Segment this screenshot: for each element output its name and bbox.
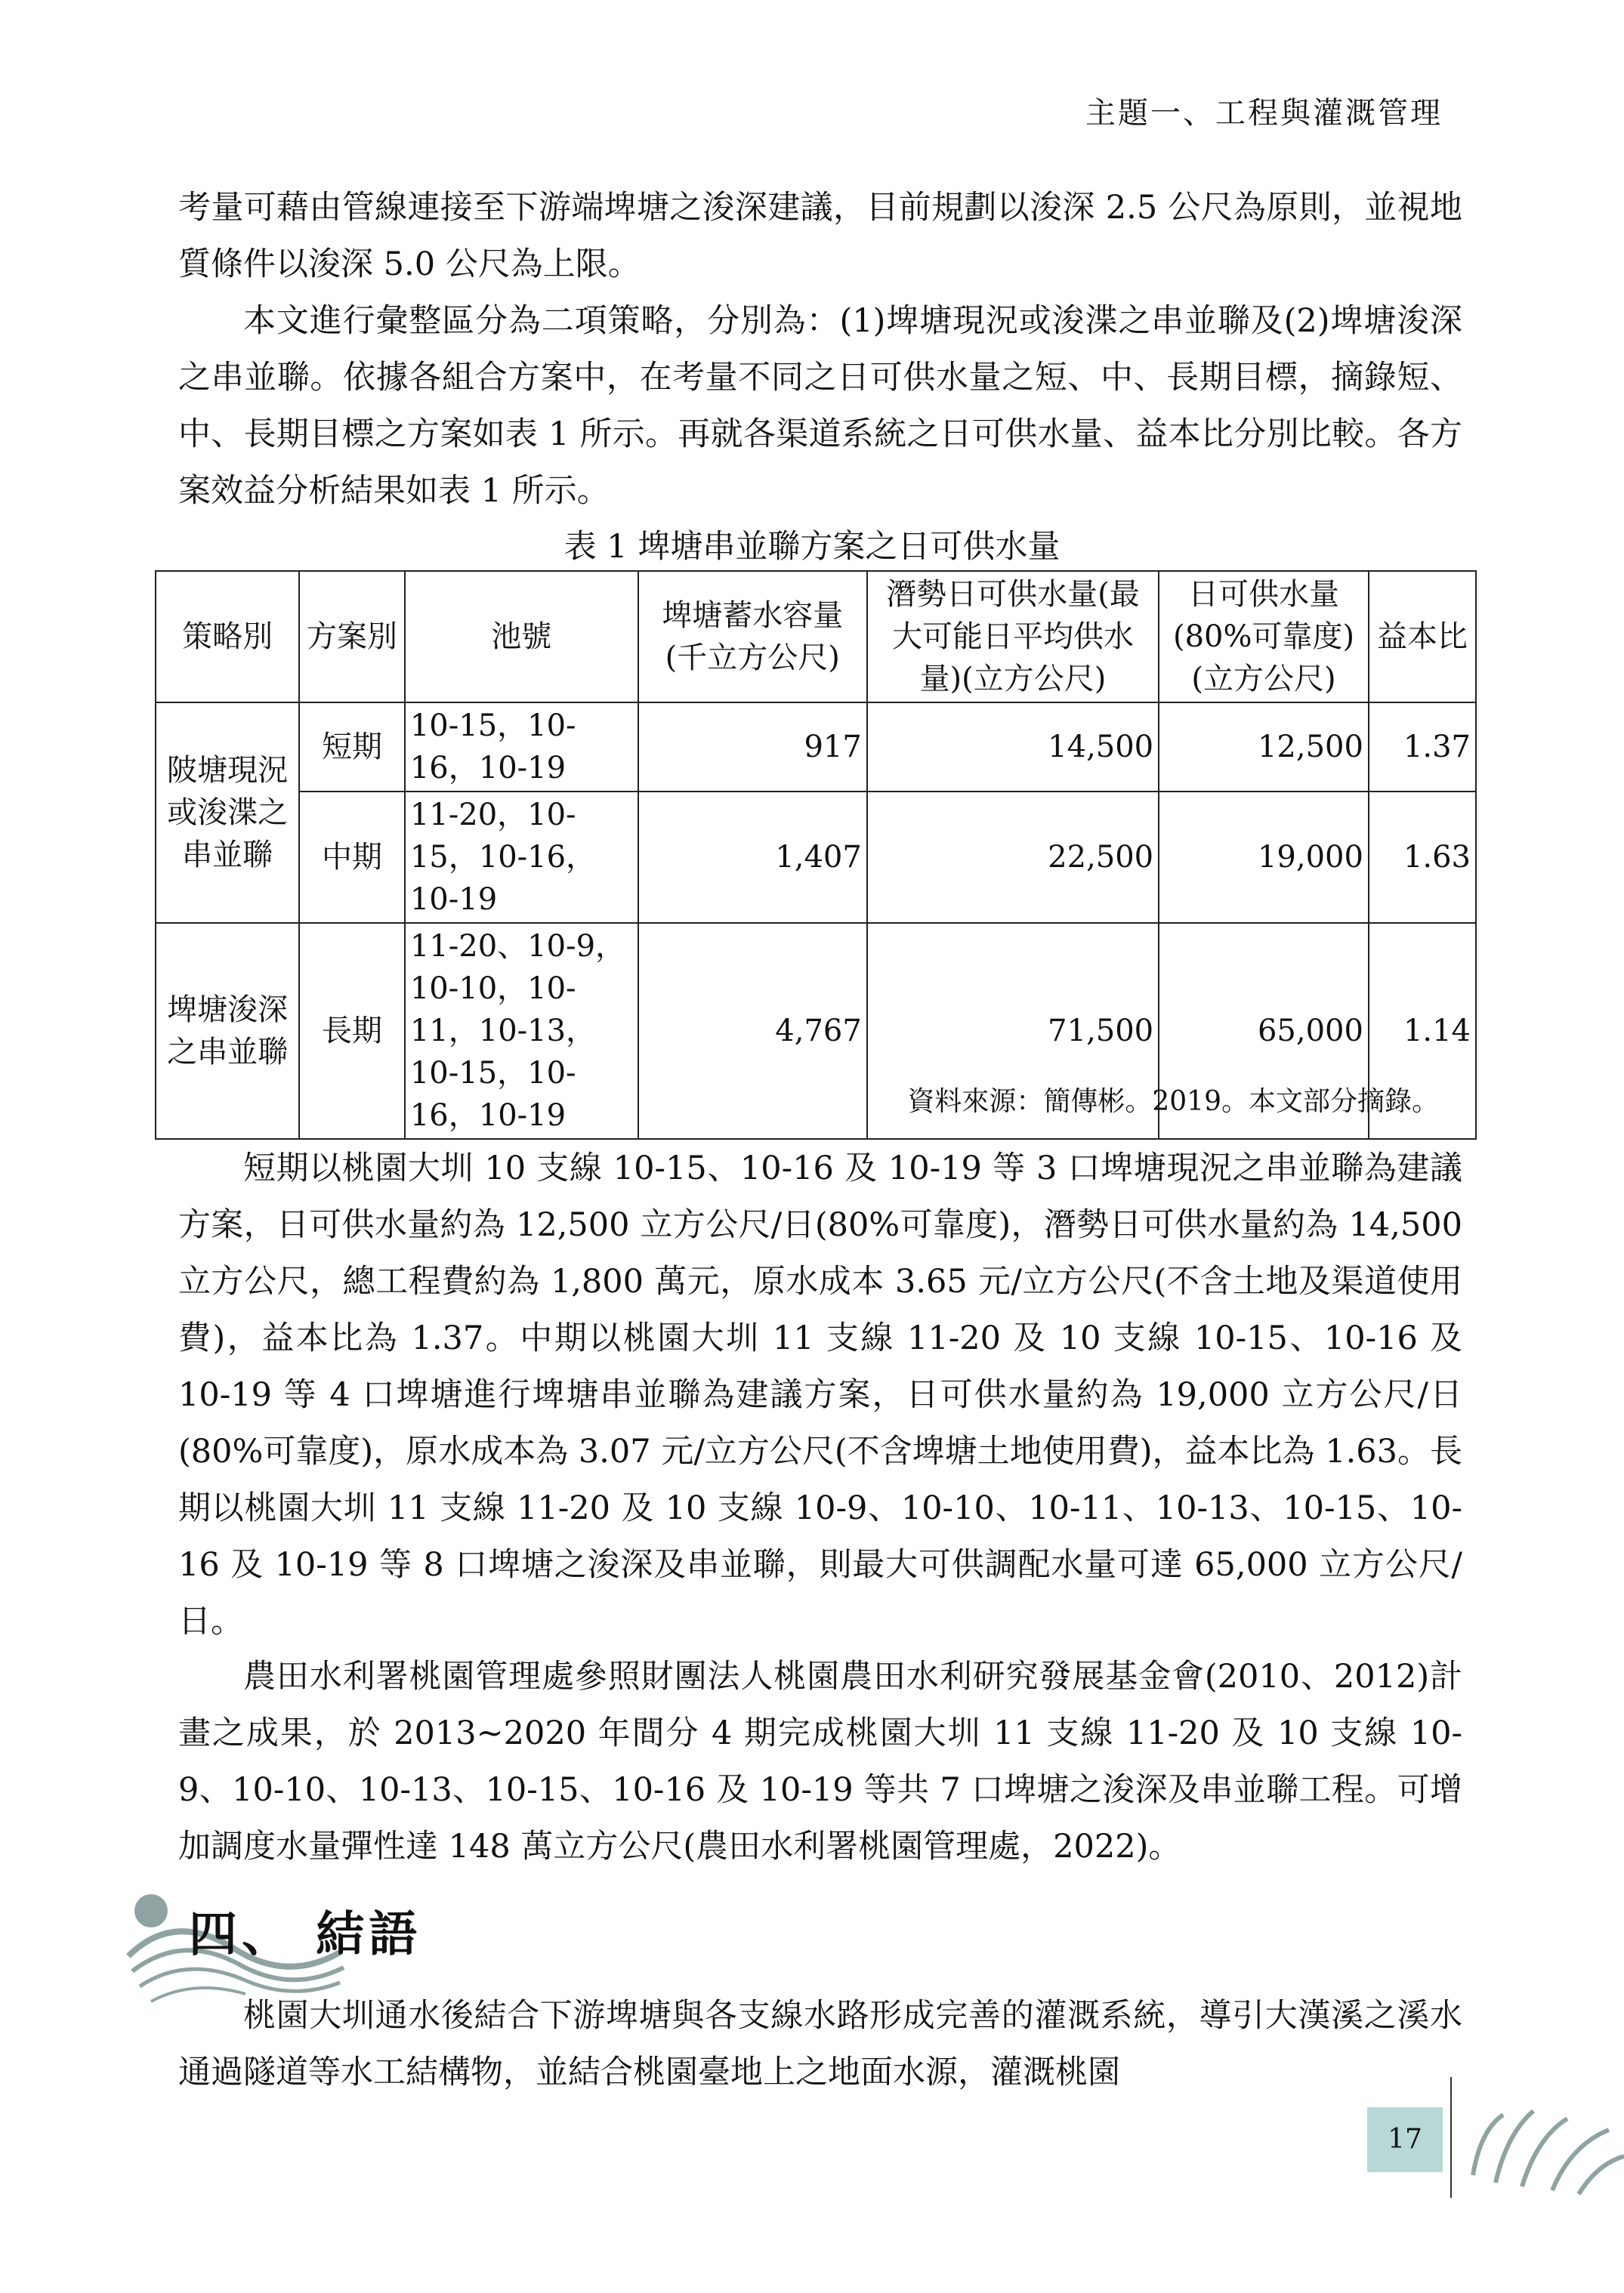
- strategy-cell: 陂塘現況或浚渫之串並聯: [156, 702, 299, 923]
- supply-cell: 12,500: [1159, 702, 1369, 792]
- potential-cell: 71,500: [867, 923, 1159, 1139]
- paragraph-5: 桃園大圳通水後結合下游埤塘與各支線水路形成完善的灌溉系統，導引大漢溪之溪水通過隧道等水工結構物，並結合桃園臺地上之地面水源，灌溉桃園: [178, 1997, 1462, 2091]
- paragraph-3: 短期以桃園大圳 10 支線 10-15、10-16 及 10-19 等 3 口埤塘現況之串並聯為建議方案，日可供水量約為 12,500 立方公尺/日(80%可靠度)，潛勢日可供水量約為 14,500 立方公尺，總工程費約為 1,800 萬元，原水成本 3.65 元/立方公尺(不含土地及渠道使用費)，益本比為 1.37。中期以桃園大圳 11 支線 11-20 及 10 支線 10-15、10-16 及 10-19 等 4 口埤塘進行埤塘串並聯為建議方案，日可供水量約為 19,000 立方公尺/日(80%可靠度)，原水成本為 3.07 元/立方公尺(不含埤塘土地使用費)，益本比為 1.63。長期以桃園大圳 11 支線 11-20 及 10 支線 10-9、10-10、10-11、10-13、10-15、10-16 及 10-19 等 8 口埤塘之浚深及串並聯，則最大可供調配水量可達 65,000 立方公尺/日。: [178, 1150, 1462, 1640]
- ratio-cell: 1.37: [1369, 702, 1476, 792]
- ratio-cell: 1.63: [1369, 792, 1476, 923]
- footer-wave-icon: [1450, 2069, 1624, 2205]
- supply-cell: 65,000: [1159, 923, 1369, 1139]
- header-strategy: 策略別: [156, 571, 299, 702]
- pond-cell: 11-20，10-15，10-16，10-19: [405, 792, 638, 923]
- pond-cell: 11-20、10-9，10-10，10-11，10-13，10-15，10-16，10-19: [405, 923, 638, 1139]
- header-storage: 埤塘蓄水容量(千立方公尺): [638, 571, 867, 702]
- ratio-cell: 1.14: [1369, 923, 1476, 1139]
- header-ratio: 益本比: [1369, 571, 1476, 702]
- paragraph-1: 考量可藉由管線連接至下游端埤塘之浚深建議，目前規劃以浚深 2.5 公尺為原則，並視地質條件以浚深 5.0 公尺為上限。: [178, 189, 1462, 283]
- storage-cell: 1,407: [638, 792, 867, 923]
- potential-cell: 14,500: [867, 702, 1159, 792]
- strategy-cell: 埤塘浚深之串並聯: [156, 923, 299, 1139]
- page-number: 17: [1367, 2107, 1443, 2172]
- table-row: [156, 792, 1476, 923]
- header-supply: 日可供水量(80%可靠度)(立方公尺): [1159, 571, 1369, 702]
- plan-cell: 長期: [299, 923, 405, 1139]
- table-header-row: [156, 571, 1476, 702]
- supply-table: [155, 570, 1477, 1140]
- running-header: 主題一、工程與灌溉管理: [1085, 96, 1443, 131]
- supply-cell: 19,000: [1159, 792, 1369, 923]
- table-source: 資料來源：簡傳彬。2019。本文部分摘錄。: [907, 1086, 1439, 1117]
- section-title: 四、 結語: [189, 1906, 422, 1963]
- storage-cell: 4,767: [638, 923, 867, 1139]
- pond-cell: 10-15，10-16，10-19: [405, 702, 638, 792]
- header-pond: 池號: [405, 571, 638, 702]
- paragraph-2: 本文進行彙整區分為二項策略，分別為：(1)埤塘現況或浚渫之串並聯及(2)埤塘浚深之串並聯。依據各組合方案中，在考量不同之日可供水量之短、中、長期目標，摘錄短、中、長期目標之方案如表 1 所示。再就各渠道系統之日可供水量、益本比分別比較。各方案效益分析結果如表 1 所示。: [178, 302, 1462, 510]
- plan-cell: 短期: [299, 702, 405, 792]
- header-plan: 方案別: [299, 571, 405, 702]
- storage-cell: 917: [638, 702, 867, 792]
- potential-cell: 22,500: [867, 792, 1159, 923]
- header-potential: 潛勢日可供水量(最大可能日平均供水量)(立方公尺): [867, 571, 1159, 702]
- table-caption: 表 1 埤塘串並聯方案之日可供水量: [563, 528, 1061, 566]
- paragraph-4: 農田水利署桃園管理處參照財團法人桃園農田水利研究發展基金會(2010、2012)計畫之成果，於 2013~2020 年間分 4 期完成桃園大圳 11 支線 11-20 及 10 支線 10-9、10-10、10-13、10-15、10-16 及 10-19 等共 7 口埤塘之浚深及串並聯工程。可增加調度水量彈性達 148 萬立方公尺(農田水利署桃園管理處，2022)。: [178, 1658, 1462, 1866]
- plan-cell: 中期: [299, 792, 405, 923]
- table-row: [156, 702, 1476, 792]
